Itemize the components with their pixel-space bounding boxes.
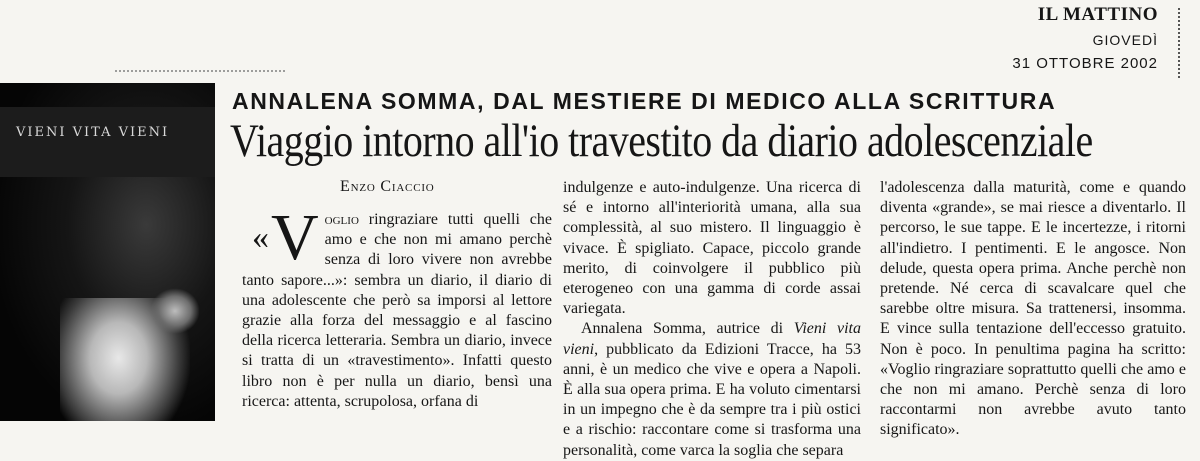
scan-noise [115,70,285,80]
opening-quote: « [252,219,269,256]
column-1-text: ringraziare tutti quelli che amo e che non mi amano perchè senza di loro vivere non avrebbe tanto sapore...»: sembra un diario, il diario di una adolescente che però sa imporsi al lettore grazie alla forza del messaggio e al fascino della ricerca letteraria. Sembra un diario, invece si tratta di un «travestimento». Infatti questo libro non è per nulla un diario, bensì una ricerca: attenta, scrupolosa, orfana di [242,211,552,410]
masthead [993,4,1158,74]
newspaper-name: IL MATTINO [1037,4,1158,25]
column-2-paragraph-2 [563,319,861,460]
book-cover-image [0,83,215,421]
article-kicker: ANNALENA SOMMA, DAL MESTIERE DI MEDICO ALLA SCRITTURA [232,88,1057,114]
drop-cap-letter: V [271,201,319,274]
column-2-text-a: Annalena Somma, autrice di [581,320,794,338]
book-title: Vieni vita vieni [563,320,861,358]
article-column-3 [880,178,1186,441]
drop-cap [252,201,319,274]
scan-edge-marks [1178,8,1194,78]
article-column-1 [242,201,552,412]
cover-title-band [0,107,215,177]
article-column-2 [563,178,861,461]
cover-face [150,288,200,334]
lead-word: oglio [324,211,359,228]
column-2-paragraph-1: indulgenze e auto-indulgenze. Una ricerca di sé e intorno all'interiorità umana, alla sua complessità, al suo mistero. Il linguaggio è vivace. È spigliato. Capace, piccolo grande merito, di coinvolgere il pubblico più eterogeneo con una gamma di corde assai variegata. [563,179,861,318]
column-1-paragraph [242,201,552,412]
column-2-text-b: , pubblicato da Edizioni Tracce, ha 53 anni, è un medico che vive e opera a Napoli. È alla sua opera prima. E ha voluto cimentarsi in un impegno che è da sempre tra i più ostici e a rischio: raccontare come si trasforma una personalità, come varca la soglia che separa [563,340,861,459]
cover-title: VIENI VITA VIENI [16,125,170,140]
article-byline: Enzo Ciaccio [340,178,435,195]
publication-day: GIOVEDÌ [1092,32,1158,48]
column-3-paragraph-1: l'adolescenza dalla maturità, come e quando diventa «grande», se mai riesce a diventarlo. Il percorso, le sue tappe. E le incertezze, i ritorni all'indietro. I pentimenti. E le angosce. Non delude, questa opera prima. Anche perchè non pretende. Né cerca di scavalcare quel che sarebbe oltre misura. Sa trattenersi, insomma. E vince sulla tentazione dell'eccesso gratuito. Non è poco. In penultima pagina ha scritto: «Voglio ringraziare soprattutto quelli che amo e che non mi amano. Perchè senza di loro raccontarmi non avrebbe avuto tanto significato». [880,179,1186,439]
article-headline: Viaggio intorno all'io travestito da diario adolescenziale [230,115,1093,167]
publication-date: 31 OTTOBRE 2002 [1012,55,1158,72]
